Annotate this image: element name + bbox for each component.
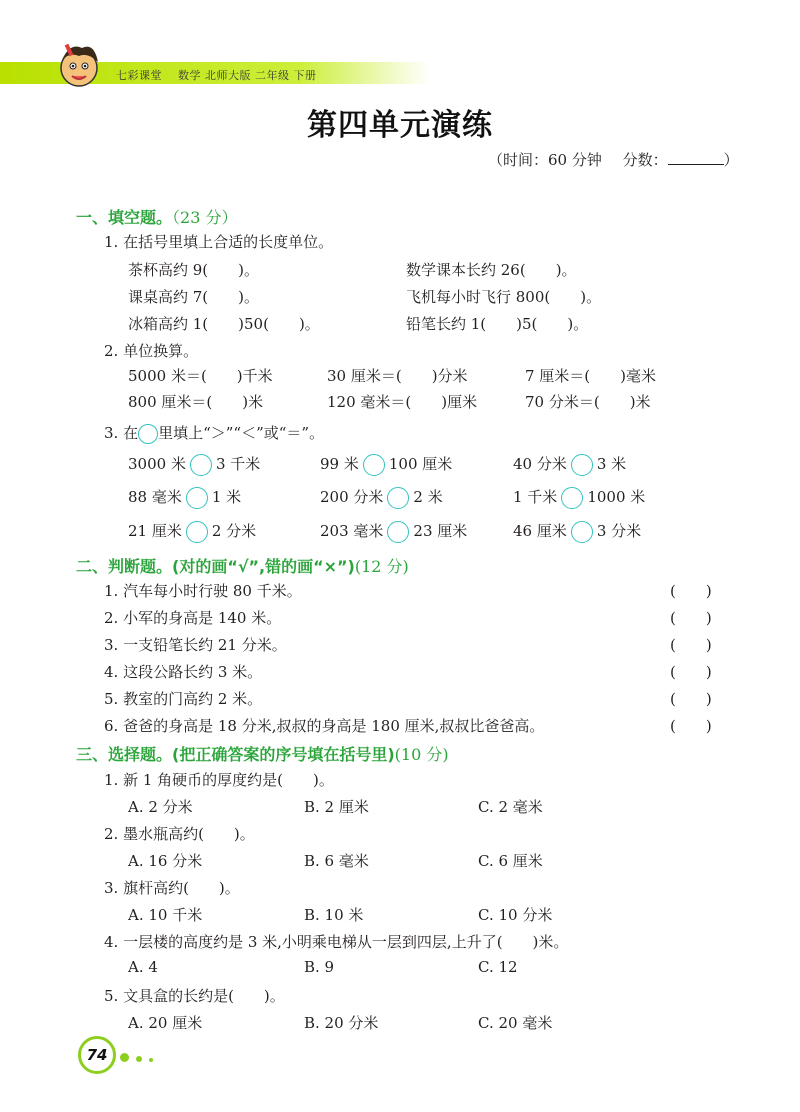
section-2-heading: [76, 554, 409, 577]
choice-stem: 2. 墨水瓶高约( )。: [104, 825, 255, 843]
page-title: 第四单元演练: [307, 108, 493, 143]
compare-left: 46 厘米: [513, 522, 567, 540]
compare-right: 2 米: [413, 488, 443, 506]
section-3-heading: [76, 742, 449, 765]
compare-circle[interactable]: [561, 487, 583, 509]
compare-item: [320, 453, 452, 476]
choice-option[interactable]: B. 20 分米: [304, 1014, 379, 1032]
q3-stem-before: 3. 在: [104, 424, 139, 442]
section-3-title: 三、选择题。(把正确答案的序号填在括号里): [76, 745, 395, 764]
compare-left: 21 厘米: [128, 522, 182, 540]
answer-paren[interactable]: ( ): [670, 663, 712, 681]
compare-left: 203 毫米: [320, 522, 384, 540]
compare-item: [513, 520, 641, 543]
compare-left: 99 米: [320, 455, 359, 473]
section-1-title: 一、填空题。: [76, 208, 173, 227]
compare-circle[interactable]: [387, 487, 409, 509]
q1-item: 铅笔长约 1( )5( )。: [406, 315, 589, 333]
answer-paren[interactable]: ( ): [670, 609, 712, 627]
choice-option[interactable]: A. 10 千米: [128, 906, 203, 924]
compare-left: 3000 米: [128, 455, 186, 473]
choice-option[interactable]: B. 6 毫米: [304, 852, 369, 870]
compare-item: [513, 453, 626, 476]
page-number: 74: [78, 1036, 116, 1074]
compare-circle[interactable]: [571, 454, 593, 476]
compare-circle[interactable]: [363, 454, 385, 476]
meta-close: ）: [723, 151, 739, 169]
answer-paren[interactable]: ( ): [670, 582, 712, 600]
compare-left: 88 毫米: [128, 488, 182, 506]
compare-left: 40 分米: [513, 455, 567, 473]
choice-stem: 4. 一层楼的高度约是 3 米,小明乘电梯从一层到四层,上升了( )米。: [104, 933, 569, 951]
header-text: [116, 67, 317, 83]
compare-circle[interactable]: [190, 454, 212, 476]
judge-item: 5. 教室的门高约 2 米。: [104, 690, 263, 708]
compare-item: [128, 453, 260, 476]
choice-option[interactable]: B. 9: [304, 958, 335, 976]
answer-paren[interactable]: ( ): [670, 717, 712, 735]
q1-stem: 1. 在括号里填上合适的长度单位。: [104, 233, 334, 251]
compare-left: 1 千米: [513, 488, 558, 506]
compare-right: 2 分米: [211, 522, 257, 540]
decor-dot: [149, 1058, 153, 1062]
section-2-title: 二、判断题。(对的画“√”,错的画“×”): [76, 557, 355, 576]
judge-item: 1. 汽车每小时行驶 80 千米。: [104, 582, 302, 600]
section-3-points: (10 分): [394, 745, 449, 764]
q2-item: 120 毫米＝( )厘米: [327, 393, 478, 411]
choice-option[interactable]: C. 2 毫米: [478, 798, 543, 816]
choice-stem: 3. 旗杆高约( )。: [104, 879, 240, 897]
judge-item: 2. 小军的身高是 140 米。: [104, 609, 282, 627]
judge-item: 6. 爸爸的身高是 18 分米,叔叔的身高是 180 厘米,叔叔比爸爸高。: [104, 717, 545, 735]
judge-item: 4. 这段公路长约 3 米。: [104, 663, 263, 681]
compare-circle[interactable]: [186, 521, 208, 543]
choice-stem: 1. 新 1 角硬币的厚度约是( )。: [104, 771, 334, 789]
time-label: （时间：60 分钟: [488, 151, 602, 169]
choice-option[interactable]: A. 4: [128, 958, 158, 976]
section-1-heading: [76, 205, 237, 228]
compare-right: 3 分米: [596, 522, 642, 540]
compare-circle[interactable]: [571, 521, 593, 543]
compare-item: [513, 486, 645, 509]
compare-right: 3 千米: [215, 455, 261, 473]
choice-option[interactable]: A. 20 厘米: [128, 1014, 203, 1032]
choice-option[interactable]: C. 6 厘米: [478, 852, 543, 870]
circle-icon: [138, 424, 158, 444]
q1-item: 冰箱高约 1( )50( )。: [128, 315, 320, 333]
compare-item: [320, 486, 443, 509]
q3-stem: [104, 422, 324, 444]
compare-right: 1 米: [211, 488, 242, 506]
choice-option[interactable]: B. 10 米: [304, 906, 364, 924]
score-label: 分数：: [622, 151, 668, 169]
compare-right: 100 厘米: [388, 455, 453, 473]
compare-right: 1000 米: [587, 488, 646, 506]
answer-paren[interactable]: ( ): [670, 636, 712, 654]
q3-stem-after: 里填上“＞”“＜”或“＝”。: [158, 424, 325, 442]
q1-item: 茶杯高约 9( )。: [128, 261, 260, 279]
q2-item: 30 厘米＝( )分米: [327, 367, 468, 385]
q2-item: 5000 米＝( )千米: [128, 367, 273, 385]
q2-stem: 2. 单位换算。: [104, 342, 199, 360]
time-score-line: [488, 149, 739, 170]
choice-option[interactable]: C. 12: [478, 958, 518, 976]
answer-paren[interactable]: ( ): [670, 690, 712, 708]
choice-option[interactable]: C. 10 分米: [478, 906, 553, 924]
section-2-points: (12 分): [354, 557, 409, 576]
section-1-points: （23 分）: [172, 208, 238, 227]
header-subject: 数学 北师大版 二年级 下册: [178, 69, 317, 82]
compare-right: 23 厘米: [413, 522, 468, 540]
mascot-icon: [52, 38, 106, 92]
choice-option[interactable]: A. 16 分米: [128, 852, 203, 870]
choice-option[interactable]: C. 20 毫米: [478, 1014, 553, 1032]
q1-item: 飞机每小时飞行 800( )。: [406, 288, 602, 306]
header-series: 七彩课堂: [116, 69, 162, 82]
compare-item: [128, 486, 241, 509]
choice-stem: 5. 文具盒的长约是( )。: [104, 987, 285, 1005]
compare-item: [128, 520, 256, 543]
compare-circle[interactable]: [186, 487, 208, 509]
choice-option[interactable]: B. 2 厘米: [304, 798, 369, 816]
score-blank[interactable]: [668, 150, 724, 165]
compare-item: [320, 520, 467, 543]
choice-option[interactable]: A. 2 分米: [128, 798, 193, 816]
q2-item: 70 分米＝( )米: [525, 393, 651, 411]
compare-right: 3 米: [596, 455, 627, 473]
judge-item: 3. 一支铅笔长约 21 分米。: [104, 636, 287, 654]
decor-dot: [136, 1056, 142, 1062]
q1-item: 数学课本长约 26( )。: [406, 261, 577, 279]
q2-item: 800 厘米＝( )米: [128, 393, 264, 411]
q1-item: 课桌高约 7( )。: [128, 288, 260, 306]
compare-left: 200 分米: [320, 488, 384, 506]
decor-dot: [120, 1053, 129, 1062]
compare-circle[interactable]: [387, 521, 409, 543]
q2-item: 7 厘米＝( )毫米: [525, 367, 657, 385]
